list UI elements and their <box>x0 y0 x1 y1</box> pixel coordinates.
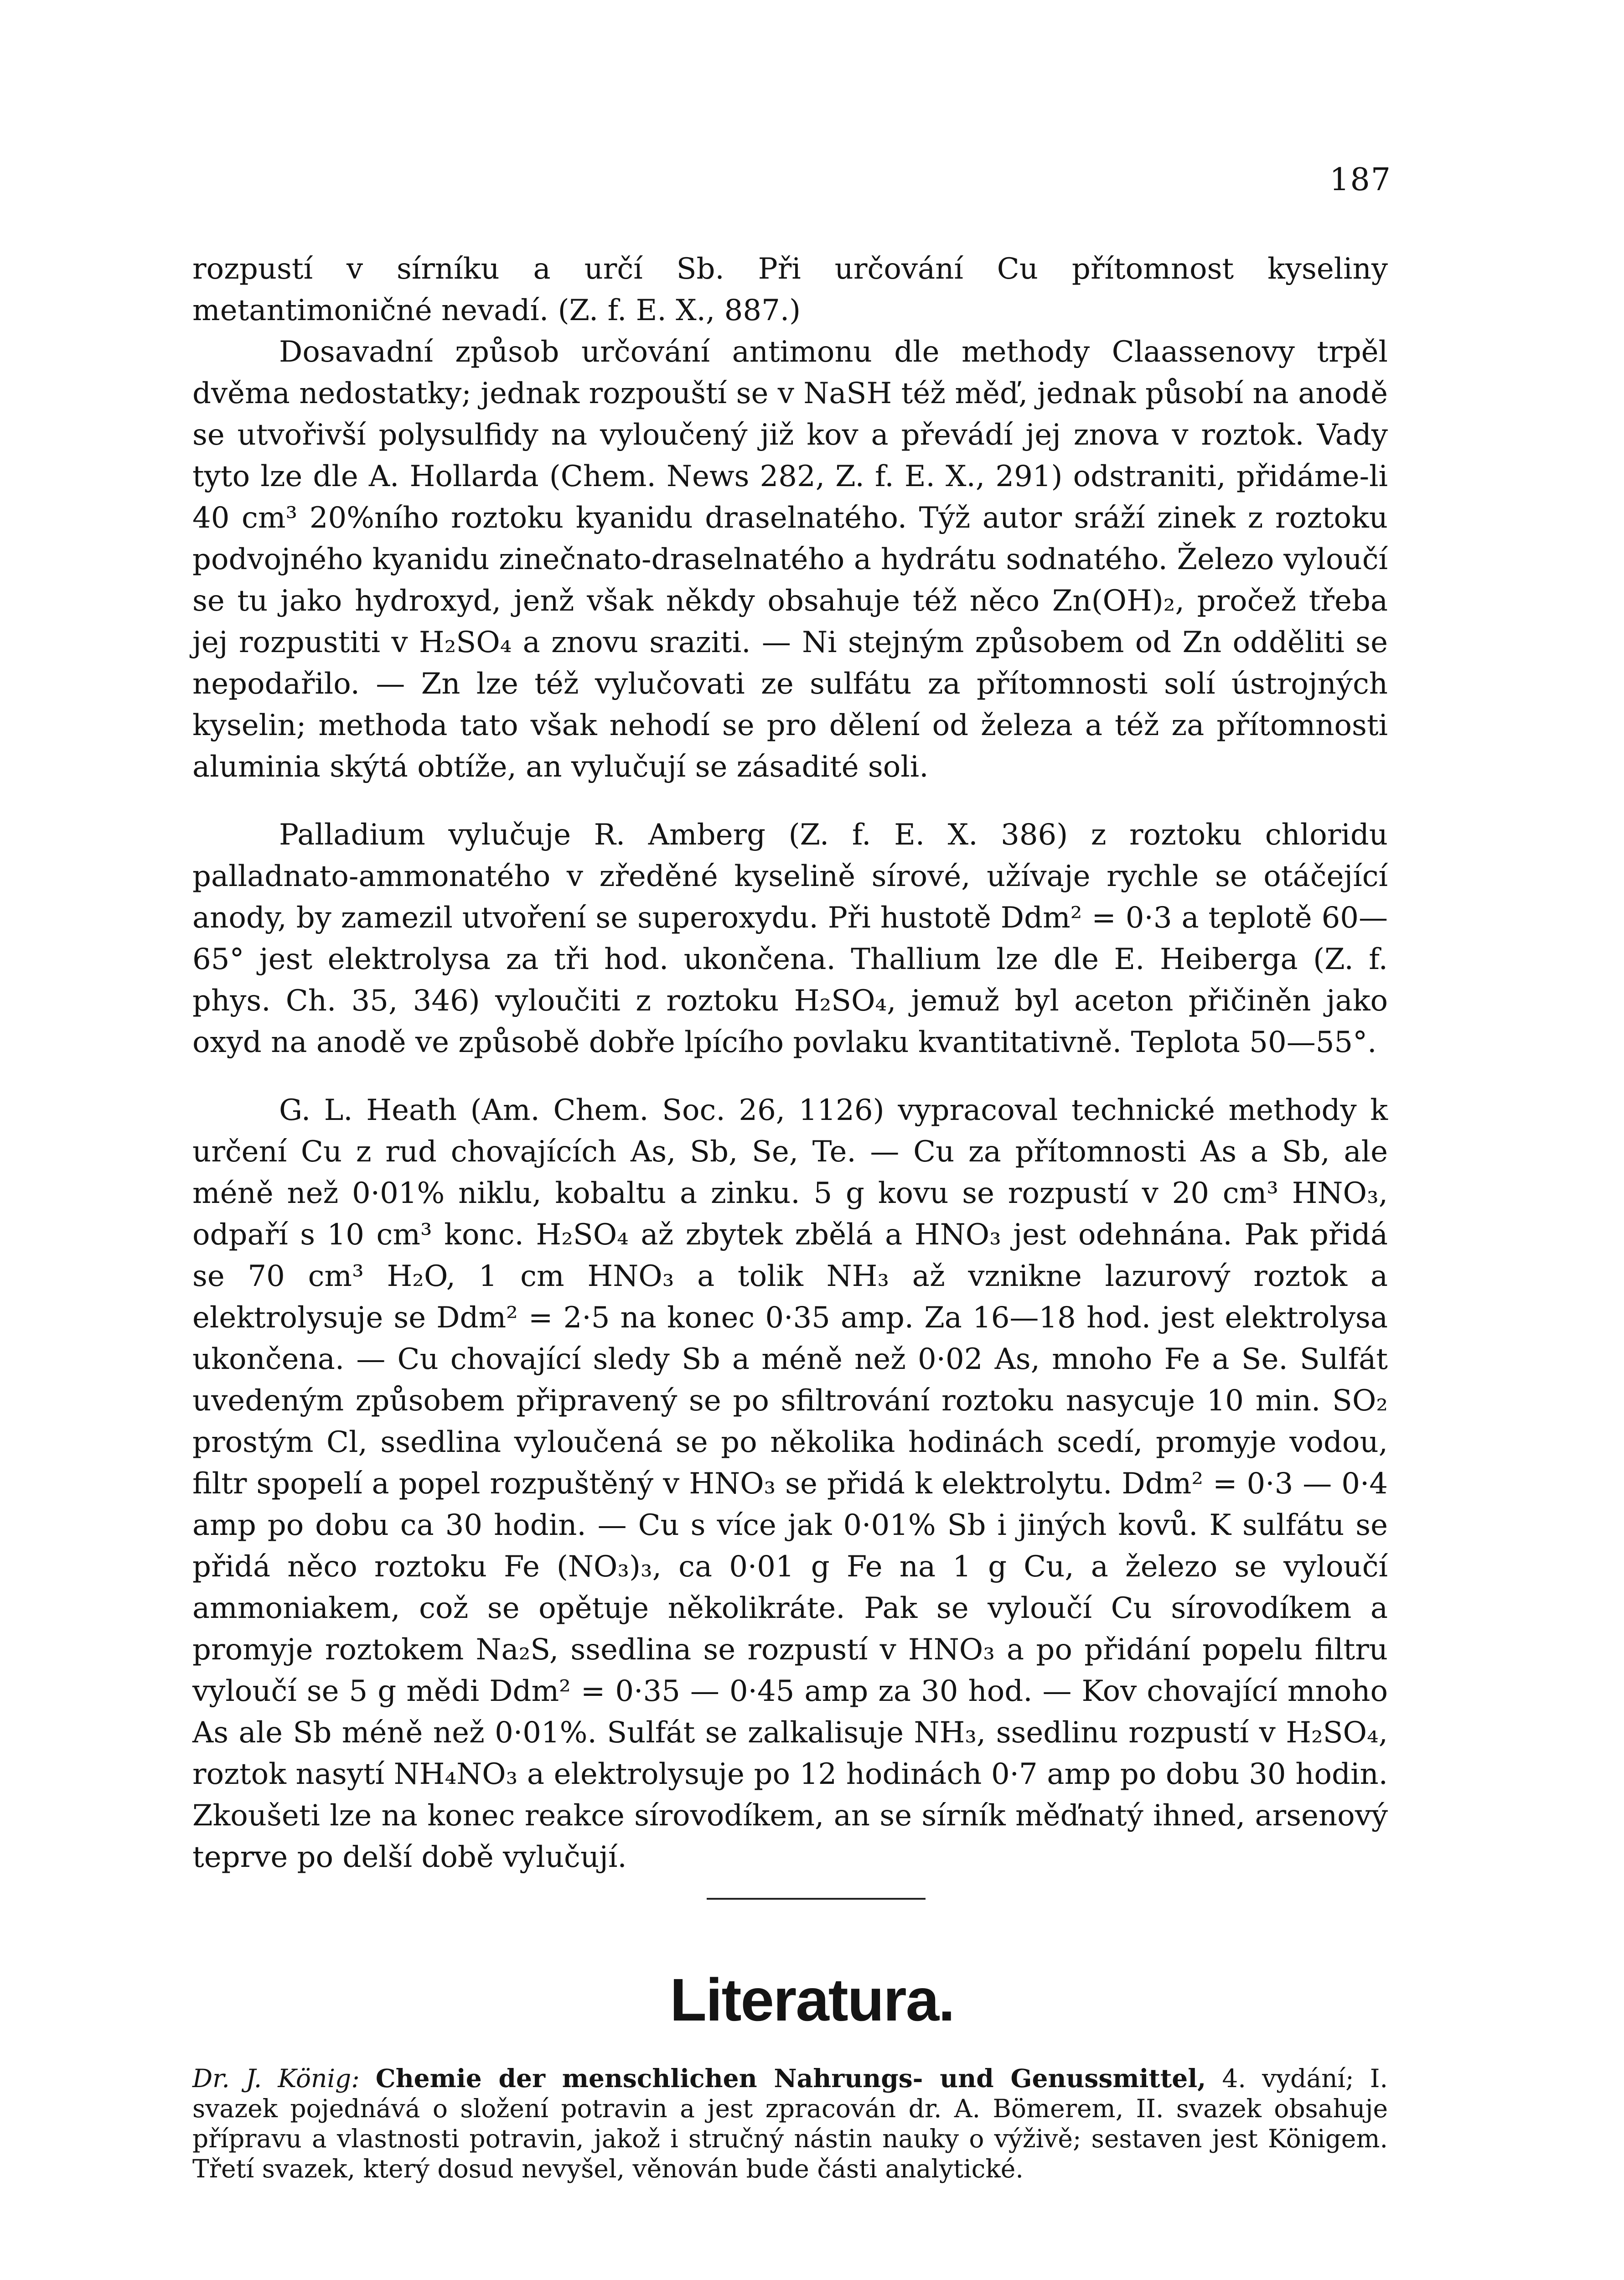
literature-heading: Literatura. <box>670 1966 954 2033</box>
paragraph-palladium-thallium: Palladium vylučuje R. Amberg (Z. f. E. X. 386) z roztoku chloridu palladnato-ammonatého v zředěné kyselině sírové, užívaje rychle se otáčející anody, by zamezil utvoření se superoxydu. Při hustotě Ddm² = 0·3 a teplotě 60—65° jest elektrolysa za tři hod. ukončena. Thallium lze dle E. Heiberga (Z. f. phys. Ch. 35, 346) vyloučiti z roztoku H₂SO₄, jemuž byl aceton přičiněn jako oxyd na anodě ve způsobě dobře lpícího povlaku kvantitativně. Teplota 50—55°. <box>192 818 1388 1059</box>
paragraph-heath-copper: G. L. Heath (Am. Chem. Soc. 26, 1126) vypracoval technické methody k určení Cu z rud chovajících As, Sb, Se, Te. — Cu za přítomnosti As a Sb, ale méně než 0·01% niklu, kobaltu a zinku. 5 g kovu se rozpustí v 20 cm³ HNO₃, odpaří s 10 cm³ konc. H₂SO₄ až zbytek zbělá a HNO₃ jest odehnána. Pak přidá se 70 cm³ H₂O, 1 cm HNO₃ a tolik NH₃ až vznikne lazurový roztok a elektrolysuje se Ddm² = 2·5 na konec 0·35 amp. Za 16—18 hod. jest elektrolysa ukončena. — Cu chovající sledy Sb a méně než 0·02 As, mnoho Fe a Se. Sulfát uvedeným způsobem připravený se po sfiltrování roztoku nasycuje 10 min. SO₂ prostým Cl, ssedlina vyloučená se po několika hodinách scedí, promyje vodou, filtr spopelí a popel rozpuštěný v HNO₃ se přidá k elektrolytu. Ddm² = 0·3 — 0·4 amp po dobu ca 30 hodin. — Cu s více jak 0·01% Sb i jiných kovů. K sulfátu se přidá něco roztoku Fe (NO₃)₃, ca 0·01 g Fe na 1 g Cu, a železo se vyloučí ammoniakem, což se opětuje několikráte. Pak se vyloučí Cu sírovodíkem a promyje roztokem Na₂S, ssedlina se rozpustí v HNO₃ a po přidání popelu filtru vyloučí se 5 g mědi Ddm² = 0·35 — 0·45 amp za 30 hod. — Kov chovající mnoho As ale Sb méně než 0·01%. Sulfát se zalkalisuje NH₃, ssedlinu rozpustí v H₂SO₄, roztok nasytí NH₄NO₃ a elektrolysuje po 12 hodinách 0·7 amp po dobu 30 hodin. Zkoušeti lze na konec reakce sírovodíkem, an se sírník měďnatý ihned, arsenový teprve po delší době vylučují. <box>192 1093 1388 1874</box>
section-divider <box>707 1898 926 1900</box>
literature-description: 4. vydání; I. svazek pojednává o složení potravin a jest zpracován dr. A. Bömerem, II. svazek obsahuje přípravu a vlastnosti potravin, jakož i stručný nástin nauky o výživě; sestaven jest Königem. Třetí svazek, který dosud nevyšel, věnován bude části analytické. <box>192 2064 1388 2183</box>
paragraph-antimony-zinc: Dosavadní způsob určování antimonu dle methody Claassenovy trpěl dvěma nedostatky; jednak rozpouští se v NaSH též měď, jednak působí na anodě se utvořivší polysulfidy na vyloučený již kov a převádí jej znova v roztok. Vady tyto lze dle A. Hollarda (Chem. News 282, Z. f. E. X., 291) odstraniti, přidáme-li 40 cm³ 20%ního roztoku kyanidu draselnatého. Týž autor sráží zinek z roztoku podvojného kyanidu zinečnato-draselnatého a hydrátu sodnatého. Železo vyloučí se tu jako hydroxyd, jenž však někdy obsahuje též něco Zn(OH)₂, pročež třeba jej rozpustiti v H₂SO₄ a znovu sraziti. — Ni stejným způsobem od Zn odděliti se nepodařilo. — Zn lze též vylučovati ze sulfátu za přítomnosti solí ústrojných kyselin; methoda tato však nehodí se pro dělení od železa a též za přítomnosti aluminia skýtá obtíže, an vylučují se zásadité soli. <box>192 335 1388 784</box>
literature-author: Dr. J. König: <box>192 2064 360 2093</box>
paragraph-continuation: rozpustí v sírníku a určí Sb. Při určování Cu přítomnost kyseliny metantimoničné nevadí. (Z. f. E. X., 887.) <box>192 252 1388 327</box>
article-body <box>192 249 1388 1878</box>
page-number: 187 <box>1329 162 1391 198</box>
literature-title: Chemie der menschlichen Nahrungs- und Genussmittel, <box>375 2063 1206 2093</box>
literature-entry <box>192 2063 1388 2184</box>
